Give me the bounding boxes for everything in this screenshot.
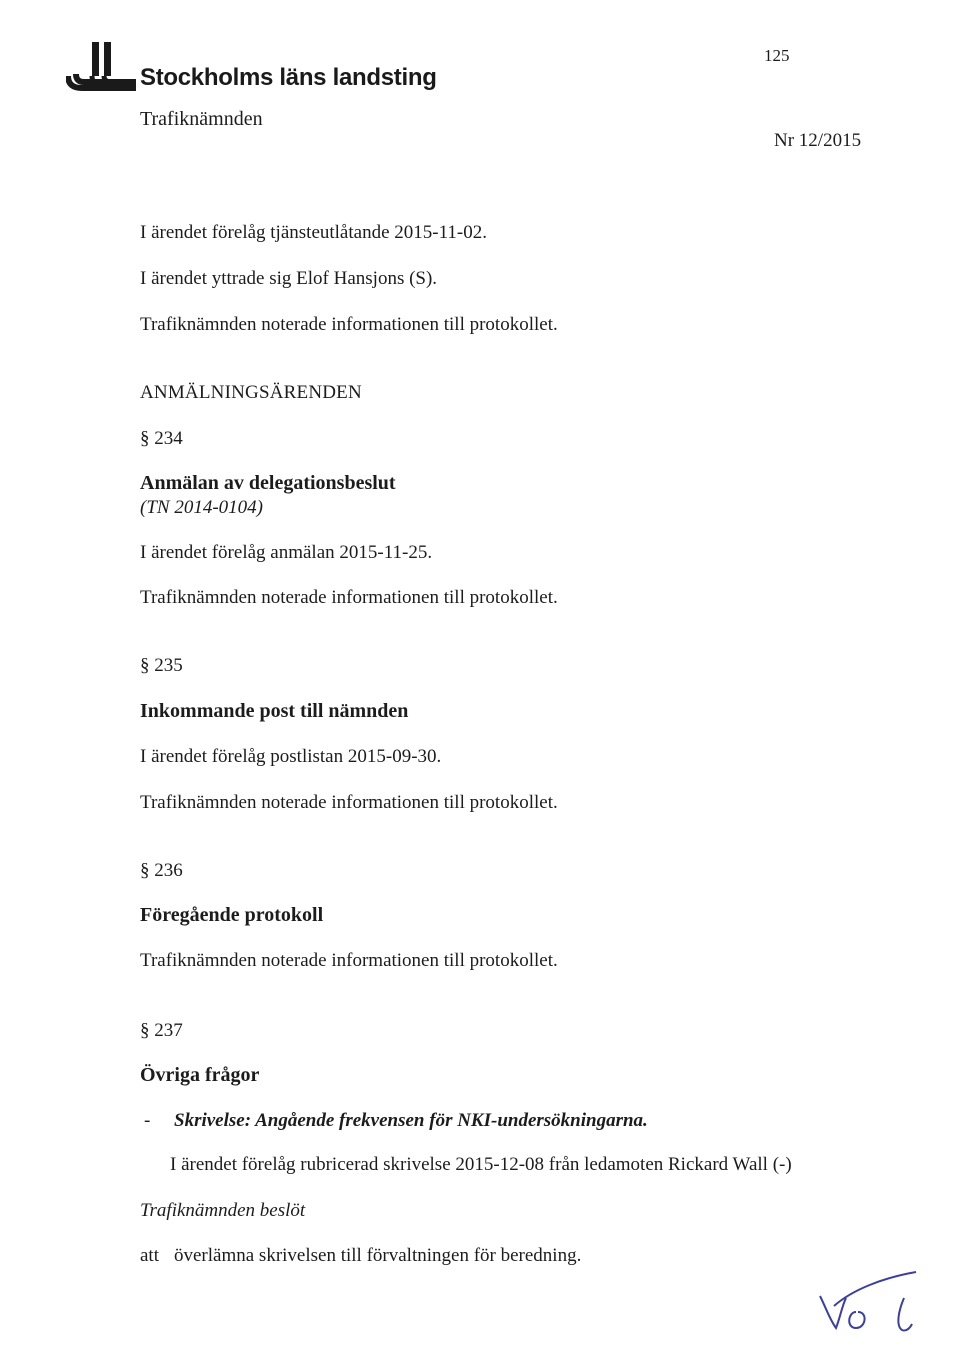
section-236-text-1: Trafiknämnden noterade informationen till protokollet.	[140, 950, 558, 971]
org-name: Stockholms läns landsting	[140, 64, 437, 91]
section-number-234: § 234	[140, 428, 183, 449]
section-235-text-2: Trafiknämnden noterade informationen till protokollet.	[140, 792, 558, 813]
department-name: Trafiknämnden	[140, 108, 263, 130]
handwritten-initials	[812, 1268, 922, 1338]
org-logo	[66, 40, 437, 92]
document-number: Nr 12/2015	[774, 130, 862, 151]
intro-line-2: I ärendet yttrade sig Elof Hansjons (S).	[140, 268, 438, 289]
intro-line-3: Trafiknämnden noterade informationen till protokollet.	[140, 314, 558, 335]
intro-line-1: I ärendet förelåg tjänsteutlåtande 2015-11-02.	[140, 222, 487, 243]
section-number-235: § 235	[140, 655, 183, 676]
decision-label: Trafiknämnden beslöt	[140, 1200, 306, 1221]
sll-logo-icon	[66, 40, 136, 92]
case-reference: (TN 2014-0104)	[140, 497, 263, 518]
att-word: att	[140, 1245, 159, 1266]
section-235-text-1: I ärendet förelåg postlistan 2015-09-30.	[140, 746, 442, 767]
section-234-text-2: Trafiknämnden noterade informationen till protokollet.	[140, 587, 558, 608]
section-title-237: Övriga frågor	[140, 1064, 260, 1086]
section-number-236: § 236	[140, 860, 183, 881]
section-heading: ANMÄLNINGSÄRENDEN	[140, 382, 362, 403]
section-number-237: § 237	[140, 1020, 183, 1041]
letter-title: Skrivelse: Angående frekvensen för NKI-undersökningarna.	[174, 1110, 648, 1131]
bullet-dash: -	[144, 1110, 151, 1131]
section-title-235: Inkommande post till nämnden	[140, 700, 409, 722]
decision-text: överlämna skrivelsen till förvaltningen för beredning.	[174, 1245, 582, 1266]
section-title-236: Föregående protokoll	[140, 904, 324, 926]
section-title-234: Anmälan av delegationsbeslut	[140, 472, 396, 494]
section-237-text-1: I ärendet förelåg rubricerad skrivelse 2015-12-08 från ledamoten Rickard Wall (-)	[170, 1154, 792, 1175]
page-number: 125	[764, 46, 790, 65]
section-234-text-1: I ärendet förelåg anmälan 2015-11-25.	[140, 542, 433, 563]
